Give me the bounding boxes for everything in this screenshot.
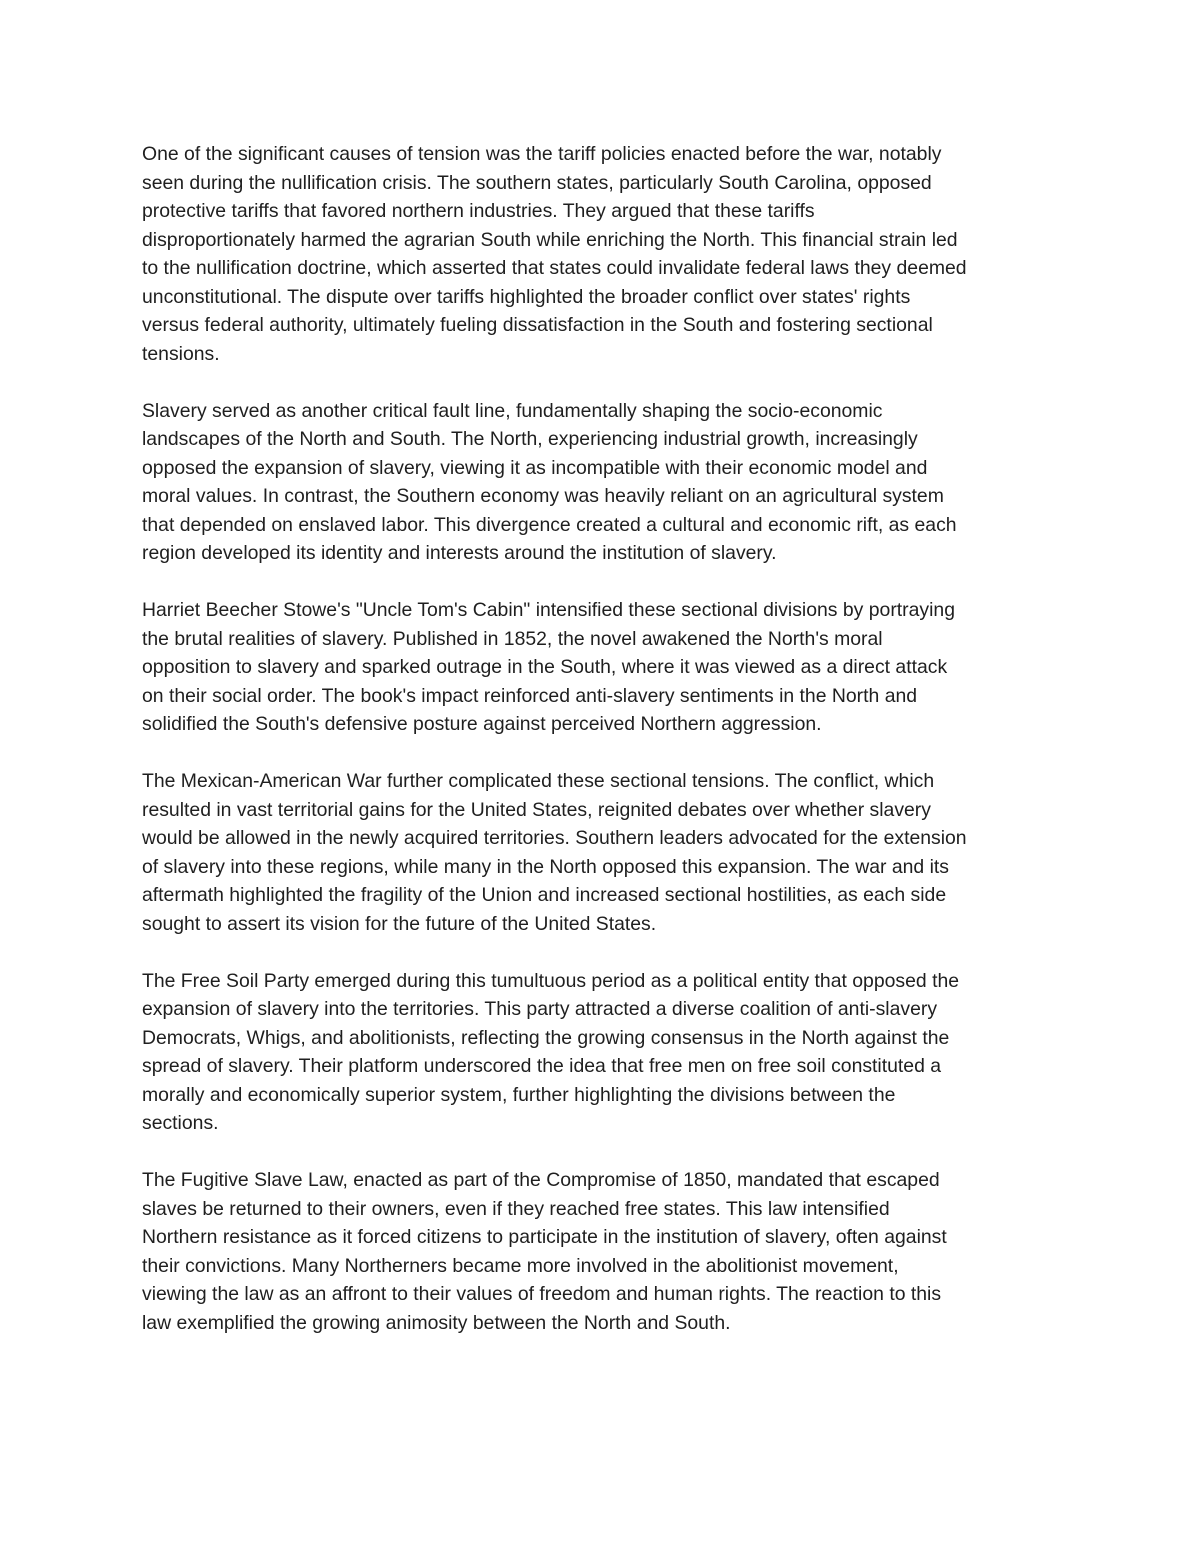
paragraph-mexican-american-war: The Mexican-American War further complicated these sectional tensions. The conflict, which resulted in vast territorial gains for the United States, reignited debates over whether slavery would be allowed in the newly acquired territories. Southern leaders advocated for the extension of slavery into these regions, while many in the North opposed this expansion. The war and its aftermath highlighted the fragility of the Union and increased sectional hostilities, as each side sought to assert its vision for the future of the United States. [142,770,967,935]
document-body [142,140,1067,1366]
paragraph-free-soil-party: The Free Soil Party emerged during this tumultuous period as a political entity that opposed the expansion of slavery into the territories. This party attracted a diverse coalition of anti-slavery Democrats, Whigs, and abolitionists, reflecting the growing consensus in the North against the spread of slavery. Their platform underscored the idea that free men on free soil constituted a morally and economically superior system, further highlighting the divisions between the sections. [142,969,960,1134]
paragraph-uncle-toms-cabin: Harriet Beecher Stowe's "Uncle Tom's Cabin" intensified these sectional divisions by portraying the brutal realities of slavery. Published in 1852, the novel awakened the North's moral opposition to slavery and sparked outrage in the South, where it was viewed as a direct attack on their social order. The book's impact reinforced anti-slavery sentiments in the North and solidified the South's defensive posture against perceived Northern aggression. [142,599,955,735]
paragraph-fugitive-slave-law: The Fugitive Slave Law, enacted as part of the Compromise of 1850, mandated that escaped slaves be returned to their owners, even if they reached free states. This law intensified Northern resistance as it forced citizens to participate in the institution of slavery, often against their convictions. Many Northerners became more involved in the abolitionist movement, viewing the law as an affront to their values of freedom and human rights. The reaction to this law exemplified the growing animosity between the North and South. [142,1169,947,1334]
paragraph-tariffs: One of the significant causes of tension was the tariff policies enacted before the war, notably seen during the nullification crisis. The southern states, particularly South Carolina, opposed protective tariffs that favored northern industries. They argued that these tariffs disproportionately harmed the agrarian South while enriching the North. This financial strain led to the nullification doctrine, which asserted that states could invalidate federal laws they deemed unconstitutional. The dispute over tariffs highlighted the broader conflict over states' rights versus federal authority, ultimately fueling dissatisfaction in the South and fostering sectional tensions. [142,143,967,365]
paragraph-slavery: Slavery served as another critical fault line, fundamentally shaping the socio-economic landscapes of the North and South. The North, experiencing industrial growth, increasingly opposed the expansion of slavery, viewing it as incompatible with their economic model and moral values. In contrast, the Southern economy was heavily reliant on an agricultural system that depended on enslaved labor. This divergence created a cultural and economic rift, as each region developed its identity and interests around the institution of slavery. [142,399,957,564]
